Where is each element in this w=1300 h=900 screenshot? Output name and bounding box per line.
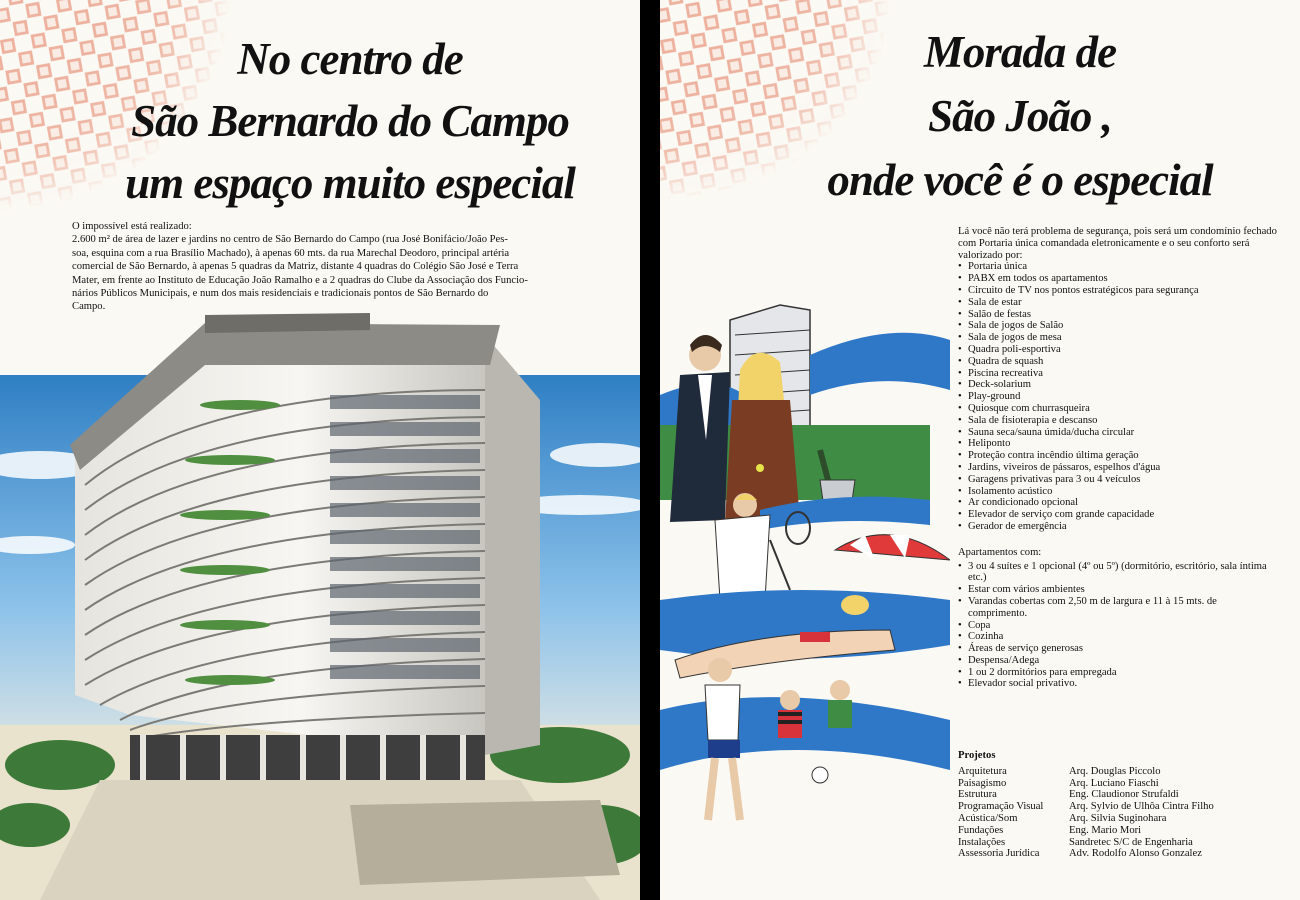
feature-item: • Quadra de squash bbox=[958, 356, 1278, 368]
intro-line: nários Públicos Municipais, e num dos mais residenciais e tradicionais pontos de São Bernardo do bbox=[72, 288, 489, 300]
feature-item: • Sala de fisioterapia e descanso bbox=[958, 415, 1278, 427]
credit-role: Assessoria Jurídica bbox=[958, 848, 1040, 860]
right-page bbox=[660, 0, 1300, 900]
feature-item: • Jardins, viveiros de pássaros, espelhos d'água bbox=[958, 462, 1278, 474]
apartment-item: • Varandas cobertas com 2,50 m de largura e 11 à 15 mts. de comprimento. bbox=[958, 596, 1278, 620]
headline-line: um espaço muito especial bbox=[125, 158, 575, 208]
intro-line: O impossível está realizado: bbox=[72, 221, 192, 232]
features-list bbox=[958, 261, 1278, 532]
feature-item: • Circuito de TV nos pontos estratégicos para segurança bbox=[958, 285, 1278, 297]
feature-item: • Sauna seca/sauna úmida/ducha circular bbox=[958, 427, 1278, 439]
apartment-item: • Copa bbox=[958, 620, 1278, 632]
feature-item: • Quadra poli-esportiva bbox=[958, 344, 1278, 356]
headline-line: São Bernardo do Campo bbox=[131, 96, 569, 146]
intro-line: comercial de São Bernardo, à apenas 5 quadras da Matriz, distante 4 quadras do Colégio São José e Terra bbox=[72, 261, 519, 273]
leisure-illustration bbox=[660, 300, 950, 860]
credit-role: Instalações bbox=[958, 836, 1006, 848]
credit-row bbox=[958, 789, 1278, 801]
feature-item: • Ar condicionado opcional bbox=[958, 497, 1278, 509]
apartments-list bbox=[958, 561, 1278, 691]
feature-item: • Elevador de serviço com grande capacidade bbox=[958, 509, 1278, 521]
feature-item: • Salão de festas bbox=[958, 309, 1278, 321]
feature-item: • Deck-solarium bbox=[958, 379, 1278, 391]
credit-name: Eng. Mario Mori bbox=[1069, 824, 1142, 836]
feature-item: • Garagens privativas para 3 ou 4 veículos bbox=[958, 474, 1278, 486]
feature-item: • Sala de estar bbox=[958, 297, 1278, 309]
apartment-item: • 3 ou 4 suítes e 1 opcional (4º ou 5º) (dormitório, escritório, sala íntima etc.) bbox=[958, 561, 1278, 585]
headline-line: onde você é o especial bbox=[827, 155, 1213, 205]
credit-name: Eng. Claudionor Strufaldi bbox=[1069, 789, 1179, 801]
credit-name: Arq. Sylvio de Ulhôa Cintra Filho bbox=[1069, 801, 1214, 813]
credit-role: Paisagismo bbox=[958, 777, 1007, 789]
building-illustration bbox=[0, 295, 640, 900]
apartment-item: • Elevador social privativo. bbox=[958, 678, 1278, 690]
feature-item: • Isolamento acústico bbox=[958, 486, 1278, 498]
credit-role: Estrutura bbox=[958, 789, 997, 801]
credit-name: Sandretec S/C de Engenharia bbox=[1069, 836, 1193, 848]
credit-name: Arq. Douglas Piccolo bbox=[1069, 765, 1161, 777]
headline-line: São João , bbox=[928, 91, 1112, 141]
intro-line: 2.600 m² de área de lazer e jardins no centro de São Bernardo do Campo (rua José Bonifácio/João Pes- bbox=[72, 234, 508, 246]
apartment-item: • Cozinha bbox=[958, 631, 1278, 643]
apartment-item: • Áreas de serviço generosas bbox=[958, 643, 1278, 655]
credit-role: Arquitetura bbox=[958, 765, 1007, 777]
feature-item: • Play-ground bbox=[958, 391, 1278, 403]
credit-name: Arq. Luciano Fiaschi bbox=[1069, 777, 1159, 789]
feature-item: • PABX em todos os apartamentos bbox=[958, 273, 1278, 285]
feature-item: • Gerador de emergência bbox=[958, 521, 1278, 533]
intro-line: soa, esquina com a rua Brasílio Machado), à apenas 60 mts. da rua Marechal Deodoro, principal artéria bbox=[72, 247, 510, 259]
amenities-column bbox=[958, 226, 1278, 690]
credit-row bbox=[958, 848, 1278, 860]
right-intro-text: Lá você não terá problema de segurança, pois será um condomínio fechado com Portaria única comandada eletronicamente e o seu conforto será valorizado por: bbox=[958, 226, 1277, 261]
feature-item: • Sala de jogos de mesa bbox=[958, 332, 1278, 344]
left-page bbox=[0, 0, 640, 900]
feature-item: • Heliponto bbox=[958, 438, 1278, 450]
feature-item: • Proteção contra incêndio última geração bbox=[958, 450, 1278, 462]
apartment-item: • Despensa/Adega bbox=[958, 655, 1278, 667]
intro-line: Mater, em frente ao Instituto de Educação João Ramalho e a 2 quadras do Clube da Associação dos Funcio- bbox=[72, 274, 528, 286]
credit-name: Arq. Silvia Suginohara bbox=[1069, 812, 1167, 824]
credit-row bbox=[958, 837, 1278, 849]
feature-item: • Sala de jogos de Salão bbox=[958, 320, 1278, 332]
headline-line: No centro de bbox=[237, 34, 463, 84]
feature-item: • Portaria única bbox=[958, 261, 1278, 273]
credit-name: Adv. Rodolfo Alonso Gonzalez bbox=[1069, 848, 1202, 860]
left-headline bbox=[60, 28, 640, 214]
credit-role: Fundações bbox=[958, 824, 1004, 836]
intro-line: Campo. bbox=[72, 301, 106, 313]
credit-row bbox=[958, 778, 1278, 790]
credit-row bbox=[958, 825, 1278, 837]
credit-row bbox=[958, 813, 1278, 825]
feature-item: • Piscina recreativa bbox=[958, 368, 1278, 380]
projects-credits bbox=[958, 750, 1278, 860]
projects-title: Projetos bbox=[958, 750, 996, 761]
headline-line: Morada de bbox=[923, 27, 1117, 77]
apartments-title: Apartamentos com: bbox=[958, 546, 1042, 558]
feature-item: • Quiosque com churrasqueira bbox=[958, 403, 1278, 415]
right-headline bbox=[750, 20, 1290, 212]
credit-role: Acústica/Som bbox=[958, 812, 1018, 824]
apartment-item: • 1 ou 2 dormitórios para empregada bbox=[958, 667, 1278, 679]
credit-row bbox=[958, 766, 1278, 778]
credit-role: Programação Visual bbox=[958, 801, 1044, 813]
credit-row bbox=[958, 801, 1278, 813]
apartment-item: • Estar com vários ambientes bbox=[958, 584, 1278, 596]
